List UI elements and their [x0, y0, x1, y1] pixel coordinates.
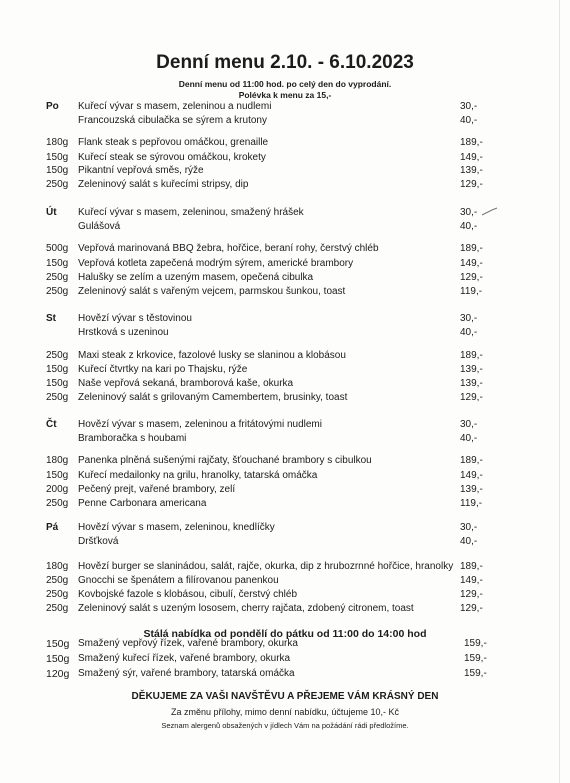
portion-weight: 150g: [46, 653, 70, 665]
price: 149,-: [460, 258, 483, 269]
dish-name: Penne Carbonara americana: [78, 498, 207, 509]
dish-name: Bramboračka s houbami: [78, 433, 187, 444]
dish-name: Gnocchi se špenátem a filírovanou panenkou: [78, 575, 279, 586]
price: 139,-: [460, 364, 483, 375]
dish-name: Halušky se zelím a uzeným masem, opečená cibulka: [78, 272, 314, 283]
price: 189,-: [460, 137, 483, 148]
price: 40,-: [460, 433, 478, 444]
menu-title: Denní menu 2.10. - 6.10.2023: [156, 52, 414, 73]
dish-name: Kuřecí čtvrtky na kari po Thajsku, rýže: [78, 364, 248, 375]
portion-weight: 250g: [46, 392, 69, 403]
menu-item: [0, 115, 570, 129]
menu-item: [0, 313, 570, 327]
day-label: Pá: [46, 522, 59, 533]
dish-name: Pikantní vepřová směs, rýže: [78, 165, 204, 176]
dish-name: Hovězí vývar s masem, zeleninou a fritátovými nudlemi: [78, 419, 322, 430]
price: 119,-: [460, 498, 483, 509]
menu-item: [0, 498, 570, 512]
price: 149,-: [460, 575, 483, 586]
dish-name: Smažený sýr, vařené brambory, tatarská omáčka: [78, 668, 295, 679]
standing-item: [0, 638, 570, 652]
dish-name: Kuřecí medailonky na grilu, hranolky, tatarská omáčka: [78, 470, 318, 481]
menu-item: [0, 272, 570, 286]
price: 159,-: [464, 668, 487, 679]
portion-weight: 150g: [46, 638, 70, 650]
price: 129,-: [460, 272, 483, 283]
portion-weight: 180g: [46, 455, 69, 466]
price: 40,-: [460, 115, 478, 126]
price: 139,-: [460, 378, 483, 389]
menu-item: [0, 378, 570, 392]
menu-item: [0, 179, 570, 193]
portion-weight: 150g: [46, 364, 69, 375]
price: 30,-: [460, 522, 478, 533]
portion-weight: 150g: [46, 152, 69, 163]
dish-name: Panenka plněná sušenými rajčaty, šťouchané brambory s cibulkou: [78, 455, 372, 466]
menu-item: [0, 165, 570, 179]
day-label: Čt: [46, 419, 57, 430]
portion-weight: 200g: [46, 484, 69, 495]
menu-item: [0, 243, 570, 257]
dish-name: Zeleninový salát s kuřecími stripsy, dip: [78, 179, 249, 190]
price: 189,-: [460, 561, 483, 572]
price: 129,-: [460, 589, 483, 600]
footer-allergen-note: Seznam alergenů obsažených v jídlech Vám na požádání rádi předložíme.: [161, 721, 409, 730]
dish-name: Naše vepřová sekaná, bramborová kaše, okurka: [78, 378, 294, 389]
price: 40,-: [460, 221, 478, 232]
dish-name: Zeleninový salát s uzeným lososem, cherry rajčata, zdobený citronem, toast: [78, 603, 414, 614]
menu-item: [0, 350, 570, 364]
price: 129,-: [460, 603, 483, 614]
menu-item: [0, 419, 570, 433]
price: 30,-: [460, 207, 478, 218]
dish-name: Kovbojské fazole s klobásou, cibulí, čerstvý chléb: [78, 589, 297, 600]
menu-item: [0, 327, 570, 341]
menu-item: [0, 522, 570, 536]
menu-item: [0, 536, 570, 550]
dish-name: Smažený vepřový řízek, vařené brambory, okurka: [78, 638, 298, 649]
dish-name: Hovězí vývar s těstovinou: [78, 313, 192, 324]
portion-weight: 250g: [46, 286, 69, 297]
menu-item: [0, 364, 570, 378]
price: 40,-: [460, 327, 478, 338]
menu-item: [0, 603, 570, 617]
dish-name: Dršťková: [78, 536, 119, 547]
portion-weight: 150g: [46, 378, 69, 389]
portion-weight: 250g: [46, 589, 69, 600]
portion-weight: 250g: [46, 179, 69, 190]
price: 129,-: [460, 179, 483, 190]
dish-name: Francouzská cibulačka se sýrem a krutony: [78, 115, 267, 126]
menu-item: [0, 152, 570, 166]
dish-name: Kuřecí steak se sýrovou omáčkou, krokety: [78, 152, 266, 163]
dish-name: Vepřová kotleta zapečená modrým sýrem, americké brambory: [78, 258, 354, 269]
dish-name: Hovězí vývar s masem, zeleninou, knedlíčky: [78, 522, 275, 533]
menu-item: [0, 137, 570, 151]
price: 40,-: [460, 536, 478, 547]
menu-item: [0, 433, 570, 447]
menu-item: [0, 589, 570, 603]
dish-name: Hrstková s uzeninou: [78, 327, 169, 338]
standing-item: [0, 668, 570, 682]
menu-item: [0, 258, 570, 272]
portion-weight: 500g: [46, 243, 69, 254]
menu-item: [0, 286, 570, 300]
day-label: St: [46, 313, 56, 324]
price: 149,-: [460, 152, 483, 163]
portion-weight: 250g: [46, 350, 69, 361]
dish-name: Gulášová: [78, 221, 121, 232]
portion-weight: 180g: [46, 137, 69, 148]
portion-weight: 120g: [46, 668, 70, 680]
price: 159,-: [464, 653, 487, 664]
price: 139,-: [460, 484, 483, 495]
dish-name: Flank steak s pepřovou omáčkou, grenaille: [78, 137, 269, 148]
menu-note-hours: Denní menu od 11:00 hod. po celý den do vyprodání.: [178, 79, 392, 89]
portion-weight: 150g: [46, 470, 69, 481]
menu-item: [0, 575, 570, 589]
standing-offer-heading: Stálá nabídka od pondělí do pátku od 11:00 do 14:00 hod: [143, 628, 427, 640]
standing-item: [0, 653, 570, 667]
price: 139,-: [460, 165, 483, 176]
day-label: Út: [46, 207, 57, 218]
menu-item: [0, 470, 570, 484]
portion-weight: 250g: [46, 603, 69, 614]
dish-name: Kuřecí vývar s masem, zeleninou, smažený hrášek: [78, 207, 304, 218]
menu-item: [0, 207, 570, 221]
portion-weight: 250g: [46, 498, 69, 509]
day-label: Po: [46, 101, 59, 112]
dish-name: Vepřová marinovaná BBQ žebra, hořčice, beraní rohy, čerstvý chléb: [78, 243, 379, 254]
dish-name: Hovězí burger se slaninádou, salát, rajče, okurka, dip z hrubozrnné hořčice, hranolky: [78, 561, 454, 572]
price: 189,-: [460, 350, 483, 361]
price: 149,-: [460, 470, 483, 481]
portion-weight: 150g: [46, 165, 69, 176]
price: 30,-: [460, 419, 478, 430]
price: 30,-: [460, 101, 478, 112]
price: 119,-: [460, 286, 483, 297]
footer-side-dish-note: Za změnu přílohy, mimo denní nabídku, účtujeme 10,- Kč: [171, 707, 399, 717]
menu-item: [0, 392, 570, 406]
dish-name: Maxi steak z krkovice, fazolové lusky se slaninou a klobásou: [78, 350, 346, 361]
menu-item: [0, 561, 570, 575]
dish-name: Kuřecí vývar s masem, zeleninou a nudlemi: [78, 101, 272, 112]
price: 30,-: [460, 313, 478, 324]
portion-weight: 150g: [46, 258, 69, 269]
menu-note-soup: Polévka k menu za 15,-: [238, 90, 332, 100]
menu-item: [0, 455, 570, 469]
menu-item: [0, 221, 570, 235]
price: 129,-: [460, 392, 483, 403]
portion-weight: 250g: [46, 272, 69, 283]
footer-thanks: DĚKUJEME ZA VAŠI NAVŠTĚVU A PŘEJEME VÁM KRÁSNÝ DEN: [131, 691, 439, 702]
menu-item: [0, 101, 570, 115]
dish-name: Zeleninový salát s grilovaným Camembertem, brusinky, toast: [78, 392, 348, 403]
dish-name: Zeleninový salát s vařeným vejcem, parmskou šunkou, toast: [78, 286, 346, 297]
portion-weight: 180g: [46, 561, 69, 572]
price: 189,-: [460, 455, 483, 466]
dish-name: Smažený kuřecí řízek, vařené brambory, okurka: [78, 653, 291, 664]
price: 189,-: [460, 243, 483, 254]
portion-weight: 250g: [46, 575, 69, 586]
dish-name: Pečený prejt, vařené brambory, zelí: [78, 484, 236, 495]
menu-item: [0, 484, 570, 498]
price: 159,-: [464, 638, 487, 649]
